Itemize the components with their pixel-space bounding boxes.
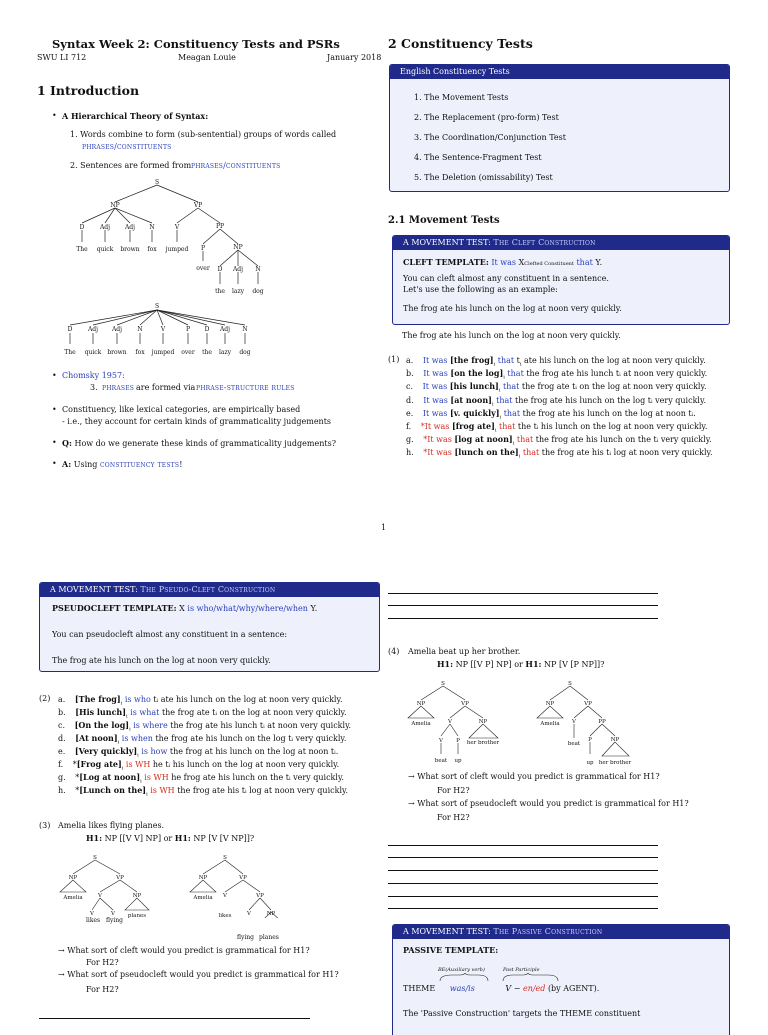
svg-text:V: V [111,911,115,917]
example-3-hypotheses: H1: NP [[V V] NP] or H1: NP [V [V NP]]? [86,833,255,843]
index: i [120,700,123,707]
svg-text:Adj: Adj [232,266,244,273]
svg-text:P: P [456,738,460,744]
passive-aux-label: BE(Auxiliary verb) [438,967,485,973]
svg-text:Adj: Adj [111,326,123,333]
passive-participle-label: Past Participle [503,967,540,973]
bullet-hierarchical: A Hierarchical Theory of Syntax: [62,111,209,121]
passive-brackets [438,973,568,983]
row-letter: f. [406,422,414,431]
row-letter: d. [58,734,69,743]
svg-text:quick: quick [84,349,102,356]
index: i [121,765,124,772]
tree-diagram-3a [55,852,170,918]
answer-line [388,605,658,606]
svg-text:fox: fox [135,349,145,356]
bullet-dot: • [52,459,57,468]
svg-text:NP: NP [233,244,243,251]
svg-text:NP: NP [132,893,142,899]
index: i [494,427,497,434]
row-body [422,381,707,394]
row-tail: the frog ate his lunch on the log tᵢ very quickly. [155,734,347,743]
svg-text:S: S [568,681,572,687]
wh-copula: is what [127,708,162,717]
index: i [519,361,522,368]
index: i [137,752,139,759]
item-3-term-phrases: phrases [102,383,135,392]
tree-diagram-4b [530,678,645,768]
row-body [74,720,352,733]
section-1-heading: 1 Introduction [37,83,140,98]
row-tail: the tᵢ his lunch on the log at noon very quickly. [517,422,708,431]
passive-template: THEME was/is V − en/ed (by AGENT). [403,984,600,993]
svg-text:lazy: lazy [231,288,245,295]
course-code: SWU LI 712 [37,53,87,62]
svg-text:V: V [90,911,94,917]
pseudo-para: You can pseudocleft almost any constituent in a sentence: [52,630,288,639]
item-2-term: phrases/constituents [191,161,281,170]
cleft-that: that [495,356,517,365]
svg-text:VP: VP [461,701,469,707]
pseudoclefted-constituent: [His lunch] [75,707,127,717]
document-date: January 2018 [327,53,382,62]
svg-text:quick: quick [96,246,114,253]
cleft-construction-box [392,235,730,325]
cleft-it-was: It was [427,448,455,458]
cleft-example: The frog ate his lunch on the log at noon very quickly. [403,304,622,313]
svg-text:N: N [255,266,261,273]
bullet-dot: • [52,405,57,414]
test-item: 4. The Sentence-Fragment Test [414,153,542,162]
svg-text:V: V [174,224,180,231]
pseudo-box-title: A MOVEMENT TEST: The Pseudo-Cleft Construction [40,583,379,597]
ungrammatical-star: * [423,448,428,458]
svg-text:Adj: Adj [87,326,99,333]
svg-text:Amelia: Amelia [63,895,83,901]
cleft-that: that [500,382,522,392]
index: i [129,726,131,733]
svg-text:N: N [242,326,248,333]
ungrammatical-star: * [72,760,77,769]
cleft-that: that [493,395,515,405]
answer-line [388,618,658,619]
svg-text:P: P [185,326,191,333]
row-letter: d. [406,395,417,405]
svg-text:NP: NP [198,875,208,881]
bullet-constituency-sub: - i.e., they account for certain kinds of grammaticality judgements [62,417,332,426]
wh-copula: is who [122,695,154,704]
row-tail: the frog ate tᵢ on the log at noon very quickly. [521,382,707,392]
wh-copula: is WH [141,773,172,782]
cleft-it-was: It was [422,382,450,392]
row-letter: h. [58,786,69,795]
svg-text:The: The [64,349,76,356]
svg-text:Adj: Adj [99,224,111,231]
example-4-number: (4) [388,647,400,656]
item-1-text: 1. Words combine to form (sub-sentential) groups of words called [70,130,337,139]
row-letter: b. [406,369,417,379]
cleft-it-was: It was [422,356,451,365]
svg-text:N: N [149,224,155,231]
wh-copula: is WH [123,760,153,769]
example-4-question-1b: For H2? [437,786,470,795]
example-3-number: (3) [39,821,51,830]
constituency-box-title: English Constituency Tests [390,65,729,79]
row-tail: the frog ate his lunch on the log tᵢ very quickly. [515,395,706,405]
cleft-para-2: Let's use the following as an example: [403,285,558,294]
passive-box-title: A MOVEMENT TEST: The Passive Construction [393,925,729,939]
cleft-para-1: You can cleft almost any constituent in a sentence. [403,274,609,283]
clefted-constituent: [v. quickly] [450,407,500,418]
document-title: Syntax Week 2: Constituency Tests and PSRs [52,37,340,51]
example-1-number: (1) [388,355,400,364]
pseudoclefted-constituent: [Lunch on the] [79,785,147,795]
svg-text:S: S [441,681,445,687]
svg-text:dog: dog [239,349,251,356]
row-body [75,772,344,785]
row-tail: he frog ate his lunch on the tᵢ very quickly. [171,773,344,782]
svg-text:beat: beat [567,741,581,747]
chomsky-link[interactable]: Chomsky 1957: [62,371,125,380]
row-tail: the frog ate tᵢ on the log at noon very quickly. [161,708,347,717]
item-3-num: 3. [90,383,98,392]
svg-text:V: V [439,738,443,744]
ungrammatical-star: * [423,435,428,445]
answer-line [388,857,658,858]
svg-text:planes: planes [127,913,147,918]
index: i [503,374,505,381]
clefted-constituent: [log at noon] [454,434,513,445]
svg-text:VP: VP [256,893,264,899]
svg-text:Adj: Adj [219,326,231,333]
row-tail: the frog at his lunch on the log at noon tᵢ. [169,747,339,756]
tree3a-likes: likes [86,917,101,924]
answer-line [388,593,658,594]
cleft-that: that [520,448,542,458]
example-2-row [58,785,348,800]
svg-text:V: V [160,326,166,333]
test-item: 1. The Movement Tests [414,93,509,102]
svg-text:S: S [93,855,97,861]
row-tail: tᵢ ate his lunch on the log at noon very quickly. [153,695,343,704]
svg-text:lazy: lazy [218,349,232,356]
cleft-that: that [504,369,527,379]
row-tail: the frog ate his lunch tᵢ at noon very quickly. [526,369,708,379]
index: i [498,387,501,394]
wh-copula: is how [138,747,170,756]
svg-text:jumped: jumped [165,246,189,253]
svg-text:NP: NP [110,202,120,209]
svg-text:VP: VP [193,202,203,209]
row-tail: the frog ate his tᵢ log at noon very quickly. [177,786,349,795]
pseudoclefted-constituent: [Frog ate] [76,759,122,769]
item-3-term-psr: phrase-structure rules [196,383,295,392]
svg-text:NP: NP [266,911,276,917]
page-number: 1 [381,523,387,532]
ungrammatical-star: * [75,786,80,795]
pseudoclefted-constituent: [The frog] [74,694,121,704]
clefted-constituent: [his lunch] [449,381,499,392]
row-tail: ate his lunch on the log at noon very quickly. [524,356,706,365]
pseudoclefted-constituent: [Log at noon] [79,772,141,782]
row-body [423,434,712,447]
row-letter: g. [58,773,69,782]
clefted-constituent: [frog ate] [451,421,495,431]
svg-text:D: D [79,224,85,231]
svg-text:D: D [217,266,223,273]
cleft-template: CLEFT TEMPLATE: It was XClefted Constituent that Y. [403,257,603,267]
ungrammatical-star: * [75,773,80,782]
svg-text:S: S [154,303,160,310]
svg-text:Amelia: Amelia [193,895,213,901]
passive-para: The 'Passive Construction' targets the THEME constituent [403,1009,641,1018]
pseudoclefted-constituent: [Very quickly] [74,746,138,756]
example-3-question-2b: For H2? [86,985,119,994]
section-2-heading: 2 Constituency Tests [388,36,533,51]
row-tail: the frog ate his lunch on the log at noon tᵢ. [522,408,696,418]
row-body [74,746,339,759]
answer-line [388,908,658,909]
example-4-sentence: Amelia beat up her brother. [408,647,521,656]
svg-text:D: D [67,326,73,333]
row-body [423,447,713,460]
svg-text:over: over [181,349,195,356]
svg-text:S: S [223,855,227,861]
cleft-it-was: It was [424,422,452,431]
wh-copula: is WH [147,786,178,795]
row-letter: a. [58,695,68,704]
svg-text:V: V [448,719,452,725]
tree-diagram-1 [60,176,290,300]
svg-text:fox: fox [147,246,157,253]
clefted-constituent: [on the log] [450,368,504,379]
row-body [72,759,340,772]
svg-text:VP: VP [584,701,592,707]
item-2-text: 2. Sentences are formed from [70,161,192,170]
bullet-dot: • [52,371,57,380]
cleft-that: that [514,435,536,445]
pseudo-example: The frog ate his lunch on the log at noon very quickly. [52,656,271,665]
svg-text:The: The [76,246,88,253]
svg-text:NP: NP [478,719,488,725]
constituency-tests-box [389,64,730,192]
svg-text:Amelia: Amelia [540,721,560,727]
svg-text:Adj: Adj [124,224,136,231]
author-name: Meagan Louie [178,53,236,62]
svg-text:the: the [215,288,225,295]
row-body [422,355,706,368]
svg-text:likes: likes [218,913,232,918]
answer-line [388,870,658,871]
bullet-dot: • [52,438,57,447]
tree1-S: S [154,179,160,186]
svg-text:NP: NP [416,701,426,707]
example-2-number: (2) [39,694,51,703]
svg-text:her brother: her brother [598,760,632,766]
index: i [140,778,142,785]
row-body [74,694,343,707]
svg-text:jumped: jumped [151,349,175,356]
row-tail: he tᵢ his lunch on the log at noon very quickly. [152,760,340,769]
index: i [146,791,148,798]
tree3b-flying: flying [237,934,255,941]
row-letter: b. [58,708,69,717]
index: i [491,401,494,408]
svg-text:N: N [137,326,143,333]
pseudoclefted-constituent: [At noon] [75,733,118,743]
example-1-row [406,447,713,462]
row-letter: g. [406,435,417,445]
svg-text:beat: beat [434,758,448,764]
row-body [75,707,347,720]
wh-copula: is when [119,734,156,743]
row-tail: the frog ate his tᵢ log at noon very quickly. [541,448,713,458]
passive-template-label: PASSIVE TEMPLATE: [403,945,499,955]
test-item: 5. The Deletion (omissability) Test [414,173,553,182]
index: i [126,713,128,720]
example-3-question-1: → What sort of cleft would you predict is grammatical for H1? [58,946,310,955]
test-item: 2. The Replacement (pro-form) Test [414,113,559,122]
cleft-box-title: A MOVEMENT TEST: The Cleft Construction [393,236,729,250]
row-tail: the frog ate his lunch tᵢ at noon very quickly. [170,721,352,730]
example-3-sentence: Amelia likes flying planes. [58,821,165,830]
row-body [423,394,706,408]
pseudo-template: PSEUDOCLEFT TEMPLATE: X is who/what/why/where/when Y. [52,603,318,613]
row-letter: e. [406,408,416,418]
clefted-constituent: [at noon] [450,394,492,405]
svg-text:V: V [247,911,251,917]
index: i [117,739,120,746]
example-4-question-2b: For H2? [437,813,470,822]
tree-diagram-flat [55,300,275,362]
answer-line [388,883,658,884]
example-4-question-1: → What sort of cleft would you predict is grammatical for H1? [408,772,660,781]
cleft-it-was: It was [422,408,451,418]
answer-line [388,896,658,897]
cleft-it-was: It was [423,369,451,379]
ungrammatical-star: * [420,422,425,431]
example-4-question-2: → What sort of pseudocleft would you predict is grammatical for H1? [408,799,689,808]
answer-line [388,845,658,846]
pseudo-cleft-box [39,582,380,672]
clefted-constituent: [the frog] [450,355,494,365]
tree-diagram-3b [185,852,300,918]
svg-text:brown: brown [120,246,140,253]
example-3-question-1b: For H2? [86,958,119,967]
svg-text:P: P [200,245,206,252]
row-body [75,785,349,798]
row-body [75,733,347,746]
row-body [420,421,708,434]
svg-text:over: over [196,265,210,272]
index: i [512,440,515,447]
tree3b-planes: planes [259,934,279,941]
pseudoclefted-constituent: [On the log] [74,720,130,730]
row-letter: c. [406,382,416,392]
subsection-2-1-heading: 2.1 Movement Tests [388,215,500,226]
example-sentence: The frog ate his lunch on the log at noon very quickly. [402,331,621,340]
answer-line [39,1018,310,1019]
cleft-it-was: It was [423,395,451,405]
row-body [423,368,708,381]
row-body [422,407,696,421]
svg-text:V: V [98,893,102,899]
item-1-term: phrases/constituents [82,142,172,151]
svg-text:P: P [588,737,592,743]
row-tail: the frog ate his lunch on the tᵢ very quickly. [535,435,712,445]
svg-text:VP: VP [239,875,247,881]
svg-text:D: D [204,326,210,333]
svg-text:NP: NP [610,737,620,743]
question-line: Q: How do we generate these kinds of grammaticality judgements? [62,438,336,448]
row-letter: c. [58,721,68,730]
svg-text:dog: dog [252,288,264,295]
row-letter: e. [58,747,68,756]
svg-text:up: up [454,758,462,764]
test-item: 3. The Coordination/Conjunction Test [414,133,566,142]
cleft-it-was: It was [427,435,455,445]
svg-text:PP: PP [598,719,606,725]
row-letter: f. [58,760,66,769]
row-letter: h. [406,448,417,458]
row-letter: a. [406,356,416,365]
passive-construction-box [392,924,730,1035]
bullet-constituency: Constituency, like lexical categories, are empirically based [62,405,301,414]
trace: t [516,356,520,365]
svg-text:brown: brown [107,349,127,356]
svg-text:V: V [572,719,576,725]
tree3a-flying: flying [106,917,124,924]
svg-text:Amelia: Amelia [411,721,431,727]
example-4-hypotheses: H1: NP [[V P] NP] or H1: NP [V [P NP]]? [437,659,605,669]
svg-text:PP: PP [215,223,225,230]
index: i [518,453,521,460]
svg-text:NP: NP [68,875,78,881]
clefted-constituent: [lunch on the] [454,447,519,458]
item-3-text: are formed via [136,383,196,392]
bullet-dot: • [52,111,57,120]
answer-line: A: Using constituency tests! [62,459,183,469]
svg-text:NP: NP [545,701,555,707]
tree-diagram-4a [403,678,518,768]
index: i [499,414,502,421]
svg-text:V: V [223,893,227,899]
svg-text:her brother: her brother [466,740,500,746]
wh-copula: is where [130,721,171,730]
example-3-question-2: → What sort of pseudocleft would you predict is grammatical for H1? [58,970,339,979]
svg-text:the: the [202,349,212,356]
svg-text:up: up [586,760,594,766]
index: i [493,361,496,368]
cleft-that: that [501,408,523,418]
svg-text:VP: VP [116,875,124,881]
cleft-that: that [496,422,518,431]
